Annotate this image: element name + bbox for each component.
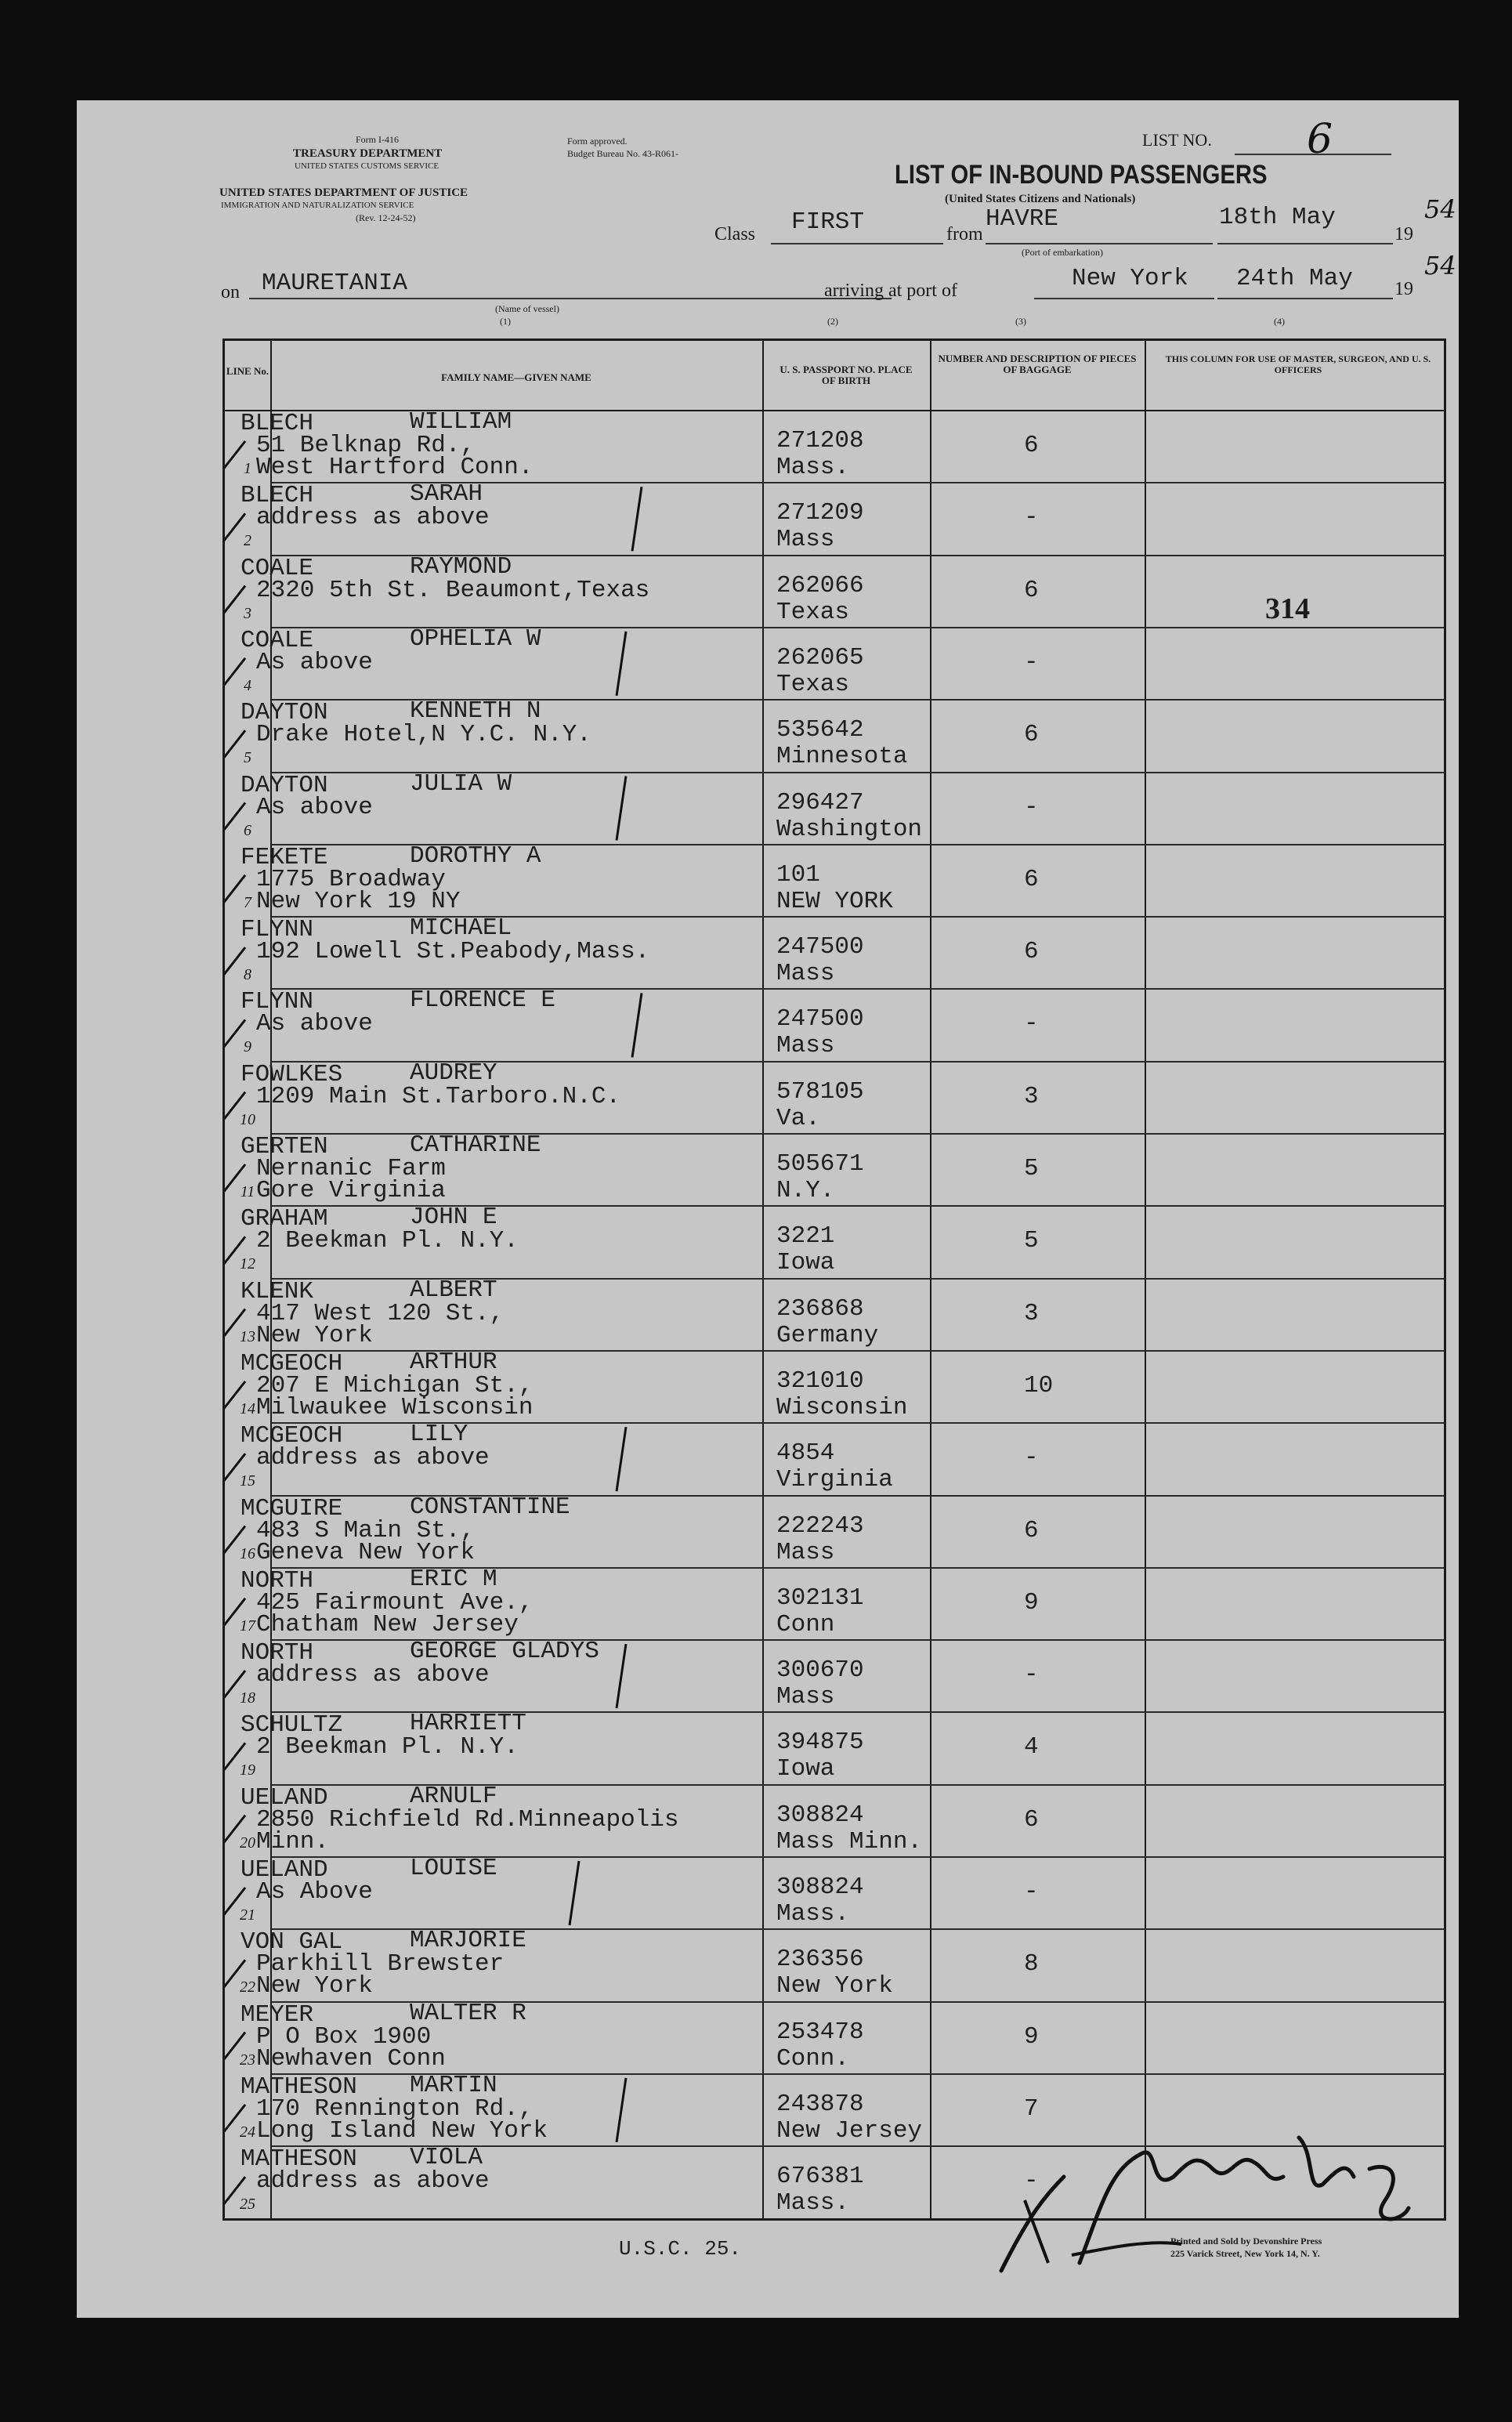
given-name: ALBERT: [410, 1276, 497, 1304]
address-line-2: Gore Virginia: [256, 1177, 446, 1204]
address-line-1: As Above: [256, 1878, 373, 1906]
address-line-1: 1209 Main St.Tarboro.N.C.: [256, 1082, 621, 1110]
place-of-birth: Mass: [776, 960, 835, 988]
header-name: FAMILY NAME—GIVEN NAME: [441, 371, 591, 383]
baggage-count: -: [1024, 1878, 1039, 1906]
family-name: DAYTON: [241, 771, 328, 799]
address-line-1: address as above: [256, 1444, 490, 1472]
address-line-2: Long Island New York: [256, 2116, 548, 2145]
address-line-2: New York: [256, 1972, 373, 2000]
line-number: 24: [240, 2123, 255, 2141]
list-number: 6: [1307, 116, 1333, 163]
customs-service: UNITED STATES CUSTOMS SERVICE: [295, 161, 439, 171]
passport-number: 271208: [776, 427, 864, 454]
family-name: GERTEN: [241, 1133, 328, 1160]
place-of-birth: Conn.: [776, 2044, 850, 2073]
place-of-birth: N.Y.: [776, 1177, 835, 1204]
address-line-2: Chatham New Jersey: [256, 1610, 519, 1638]
address-line-1: P O Box 1900: [256, 2022, 432, 2051]
header-baggage: NUMBER AND DESCRIPTION OF PIECES OF BAGGAGE: [938, 353, 1137, 375]
line-number: 8: [244, 966, 251, 984]
place-of-birth: Iowa: [776, 1249, 835, 1277]
baggage-count: 6: [1024, 1516, 1039, 1544]
given-name: LILY: [410, 1421, 468, 1449]
passport-number: 247500: [776, 933, 864, 961]
baggage-count: 8: [1024, 1950, 1039, 1979]
given-name: OPHELIA W: [410, 625, 541, 653]
baggage-count: 6: [1024, 432, 1039, 459]
line-number: 23: [240, 2051, 255, 2069]
given-name: VIOLA: [410, 2144, 483, 2172]
line-number: 7: [244, 893, 251, 911]
address-line-1: As above: [256, 793, 373, 821]
passport-number: 271209: [776, 499, 864, 527]
given-name: MICHAEL: [410, 914, 512, 943]
baggage-count: 3: [1024, 1082, 1039, 1110]
line-number: 9: [244, 1038, 251, 1056]
place-of-birth: Mass.: [776, 1900, 850, 1928]
given-name: JOHN E: [410, 1204, 497, 1232]
place-of-birth: Mass.: [776, 2189, 850, 2217]
manifest-page: [77, 100, 1459, 2318]
passenger-table: [222, 339, 1446, 2221]
baggage-count: 3: [1024, 1299, 1039, 1327]
address-line-1: 207 E Michigan St.,: [256, 1371, 534, 1399]
line-number: 19: [240, 1761, 255, 1779]
given-name: JULIA W: [410, 769, 512, 798]
place-of-birth: Mass: [776, 1032, 835, 1060]
year2-prefix: 19: [1394, 279, 1413, 299]
address-line-2: West Hartford Conn.: [256, 454, 534, 481]
address-line-2: New York: [256, 1321, 373, 1349]
passport-number: 676381: [776, 2163, 864, 2191]
line-number: 4: [244, 676, 251, 694]
line-number: 20: [240, 1834, 255, 1852]
line-number: 17: [240, 1616, 255, 1635]
family-name: UELAND: [241, 1783, 328, 1812]
place-of-birth: Virginia: [776, 1466, 893, 1494]
place-of-birth: Va.: [776, 1104, 820, 1132]
passport-number: 262065: [776, 643, 864, 672]
manifest-title: LIST OF IN-BOUND PASSENGERS: [895, 160, 1268, 190]
header-officers: THIS COLUMN FOR USE OF MASTER, SURGEON, AND U. S. OFFICERS: [1165, 353, 1431, 375]
baggage-count: -: [1024, 1661, 1039, 1689]
given-name: GEORGE GLADYS: [410, 1638, 599, 1666]
baggage-count: 5: [1024, 1155, 1039, 1182]
address-line-2: New York 19 NY: [256, 887, 461, 915]
passport-number: 300670: [776, 1656, 864, 1685]
line-number: 1: [244, 460, 251, 477]
address-line-1: address as above: [256, 504, 490, 532]
address-line-1: 1775 Broadway: [256, 865, 446, 893]
line-number: 16: [240, 1544, 255, 1562]
line-number: 15: [240, 1472, 255, 1490]
place-of-birth: Mass.: [776, 454, 850, 481]
given-name: FLORENCE E: [410, 987, 556, 1015]
passport-number: 236356: [776, 1946, 864, 1974]
given-name: WILLIAM: [410, 408, 512, 436]
revision-date: (Rev. 12-24-52): [356, 212, 416, 223]
family-name: BLECH: [241, 410, 314, 437]
given-name: HARRIETT: [410, 1710, 526, 1738]
line-number: 2: [244, 532, 251, 550]
address-line-1: 51 Belknap Rd.,: [256, 432, 476, 459]
class-label: Class: [714, 224, 756, 244]
baggage-count: 5: [1024, 1227, 1039, 1255]
year-prefix: 19: [1394, 224, 1413, 244]
passport-number: 394875: [776, 1729, 864, 1757]
form-number: Form I-416: [356, 134, 399, 145]
family-name: COALE: [241, 554, 314, 582]
passport-number: 321010: [776, 1367, 864, 1395]
address-line-1: 483 S Main St.,: [256, 1516, 476, 1544]
line-number: 13: [240, 1327, 255, 1345]
family-name: FOWLKES: [241, 1060, 343, 1088]
baggage-count: 7: [1024, 2094, 1039, 2123]
printer-line-2: 225 Varick Street, New York 14, N. Y.: [1170, 2248, 1320, 2259]
list-no-label: LIST NO.: [1142, 130, 1212, 150]
address-line-1: address as above: [256, 2167, 490, 2196]
given-name: RAYMOND: [410, 552, 512, 581]
line-number: 14: [240, 1399, 255, 1417]
given-name: ERIC M: [410, 1565, 497, 1593]
family-name: UELAND: [241, 1856, 328, 1884]
place-of-birth: New Jersey: [776, 2116, 923, 2145]
address-line-1: 2 Beekman Pl. N.Y.: [256, 1733, 519, 1761]
line-number: 11: [240, 1183, 255, 1200]
baggage-count: -: [1024, 793, 1039, 821]
baggage-count: 9: [1024, 2022, 1039, 2051]
family-name: FLYNN: [241, 916, 314, 944]
given-name: DOROTHY A: [410, 842, 541, 870]
line-number: 5: [244, 749, 251, 767]
given-name: WALTER R: [410, 1999, 526, 2027]
arrival-date: 24th May: [1236, 265, 1353, 292]
line-number: 22: [240, 1979, 255, 1997]
treasury-dept: TREASURY DEPARTMENT: [293, 147, 443, 160]
address-line-1: 2850 Richfield Rd.Minneapolis: [256, 1805, 679, 1834]
address-line-1: Drake Hotel,N Y.C. N.Y.: [256, 721, 591, 749]
header-line-no: LINE No.: [226, 365, 269, 377]
place-of-birth: Minnesota: [776, 743, 908, 771]
line-number: 10: [240, 1110, 255, 1128]
address-line-2: Geneva New York: [256, 1538, 476, 1566]
baggage-count: -: [1024, 2167, 1039, 2196]
address-line-1: 192 Lowell St.Peabody,Mass.: [256, 938, 650, 966]
header-passport: U. S. PASSPORT NO. PLACE OF BIRTH: [780, 364, 913, 386]
place-of-birth: Iowa: [776, 1755, 835, 1783]
class-value: FIRST: [791, 208, 865, 236]
baggage-count: -: [1024, 648, 1039, 676]
from-label: from: [946, 224, 983, 244]
family-name: FEKETE: [241, 843, 328, 871]
col-num-3: (3): [1015, 316, 1026, 327]
given-name: MARJORIE: [410, 1927, 526, 1955]
passport-number: 308824: [776, 1874, 864, 1901]
family-name: KLENK: [241, 1277, 314, 1305]
passport-number: 3221: [776, 1222, 835, 1251]
baggage-count: 4: [1024, 1733, 1039, 1761]
port-embark-label: (Port of embarkation): [1022, 247, 1103, 258]
budget-bureau: Budget Bureau No. 43-R061-: [567, 148, 678, 159]
baggage-count: -: [1024, 1444, 1039, 1472]
given-name: ARNULF: [410, 1782, 497, 1810]
family-name: VON GAL: [241, 1928, 343, 1957]
on-label: on: [221, 282, 240, 302]
baggage-count: 9: [1024, 1588, 1039, 1616]
place-of-birth: Mass: [776, 1683, 835, 1711]
address-line-1: As above: [256, 1010, 373, 1038]
family-name: MCGUIRE: [241, 1494, 343, 1522]
passport-number: 308824: [776, 1801, 864, 1829]
col-num-1: (1): [500, 316, 511, 327]
passport-number: 253478: [776, 2018, 864, 2046]
family-name: MCGEOCH: [241, 1349, 343, 1378]
from-value: HAVRE: [986, 205, 1059, 233]
line-number: 3: [244, 604, 251, 622]
vessel-name: MAURETANIA: [262, 270, 408, 297]
family-name: FLYNN: [241, 988, 314, 1016]
passport-number: 578105: [776, 1077, 864, 1106]
given-name: LOUISE: [410, 1855, 497, 1882]
family-name: NORTH: [241, 1639, 314, 1667]
given-name: ARTHUR: [410, 1348, 497, 1376]
officer-annotation: 314: [1265, 592, 1310, 625]
vessel-label: (Name of vessel): [495, 303, 559, 314]
family-name: GRAHAM: [241, 1205, 328, 1233]
passport-number: 247500: [776, 1005, 864, 1034]
given-name: CATHARINE: [410, 1131, 541, 1159]
passport-number: 535642: [776, 716, 864, 744]
line-number: 6: [244, 821, 251, 839]
place-of-birth: Germany: [776, 1321, 879, 1349]
baggage-count: 6: [1024, 865, 1039, 893]
year2-value: 54: [1424, 251, 1456, 281]
arriving-label: arriving at port of: [824, 281, 957, 301]
address-line-1: As above: [256, 648, 373, 676]
usc-code: U.S.C. 25.: [619, 2237, 742, 2261]
passport-number: 4854: [776, 1439, 835, 1468]
baggage-count: 6: [1024, 576, 1039, 604]
form-approved: Form approved.: [567, 136, 628, 147]
printer-line-1: Printed and Sold by Devonshire Press: [1170, 2236, 1322, 2246]
passport-number: 296427: [776, 788, 864, 816]
family-name: NORTH: [241, 1566, 314, 1595]
line-number: 21: [240, 1906, 255, 1924]
justice-dept: UNITED STATES DEPARTMENT OF JUSTICE: [219, 186, 468, 199]
address-line-2: Minn.: [256, 1827, 330, 1855]
family-name: MATHESON: [241, 2145, 357, 2174]
line-number: 18: [240, 1689, 255, 1707]
address-line-1: 2320 5th St. Beaumont,Texas: [256, 576, 650, 604]
line-number: 12: [240, 1255, 255, 1273]
baggage-count: 6: [1024, 721, 1039, 749]
baggage-count: 10: [1024, 1371, 1054, 1399]
place-of-birth: Mass: [776, 526, 835, 554]
family-name: COALE: [241, 626, 314, 654]
passport-number: 101: [776, 860, 820, 889]
place-of-birth: Texas: [776, 670, 850, 698]
given-name: MARTIN: [410, 2071, 497, 2099]
passport-number: 302131: [776, 1584, 864, 1612]
family-name: SCHULTZ: [241, 1711, 343, 1740]
baggage-count: 6: [1024, 938, 1039, 966]
family-name: DAYTON: [241, 699, 328, 727]
place-of-birth: Mass Minn.: [776, 1827, 923, 1855]
baggage-count: -: [1024, 1010, 1039, 1038]
departure-date: 18th May: [1219, 204, 1336, 231]
given-name: SARAH: [410, 480, 483, 509]
baggage-count: -: [1024, 504, 1039, 532]
col-num-2: (2): [827, 316, 838, 327]
address-line-1: 2 Beekman Pl. N.Y.: [256, 1227, 519, 1255]
line-number: 25: [240, 2196, 255, 2214]
passport-number: 243878: [776, 2090, 864, 2118]
place-of-birth: Texas: [776, 598, 850, 626]
address-line-2: Milwaukee Wisconsin: [256, 1393, 534, 1421]
arrival-port: New York: [1072, 265, 1188, 292]
year-value: 54: [1424, 194, 1456, 224]
family-name: BLECH: [241, 482, 314, 510]
place-of-birth: New York: [776, 1972, 893, 2000]
baggage-count: 6: [1024, 1805, 1039, 1834]
given-name: AUDREY: [410, 1059, 497, 1087]
place-of-birth: Conn: [776, 1610, 835, 1638]
place-of-birth: Washington: [776, 815, 923, 843]
family-name: MCGEOCH: [241, 1422, 343, 1450]
given-name: CONSTANTINE: [410, 1493, 570, 1521]
address-line-2: Newhaven Conn: [256, 2044, 446, 2073]
family-name: MEYER: [241, 2000, 314, 2029]
address-line-1: Nernanic Farm: [256, 1155, 446, 1182]
place-of-birth: Mass: [776, 1538, 835, 1566]
address-line-1: Parkhill Brewster: [256, 1950, 505, 1979]
officer-signature: [978, 2106, 1416, 2279]
passport-number: 262066: [776, 571, 864, 599]
place-of-birth: Wisconsin: [776, 1393, 908, 1421]
ins-service: IMMIGRATION AND NATURALIZATION SERVICE: [221, 201, 414, 210]
address-line-1: 425 Fairmount Ave.,: [256, 1588, 534, 1616]
given-name: KENNETH N: [410, 697, 541, 726]
passport-number: 236868: [776, 1294, 864, 1323]
manifest-subtitle: (United States Citizens and Nationals): [945, 193, 1136, 205]
col-num-4: (4): [1274, 316, 1285, 327]
passport-number: 222243: [776, 1511, 864, 1540]
address-line-1: 170 Rennington Rd.,: [256, 2094, 534, 2123]
tally-marks: [225, 341, 1444, 2218]
family-name: MATHESON: [241, 2073, 357, 2101]
address-line-1: 417 West 120 St.,: [256, 1299, 505, 1327]
passport-number: 505671: [776, 1150, 864, 1178]
place-of-birth: NEW YORK: [776, 887, 893, 915]
address-line-1: address as above: [256, 1661, 490, 1689]
